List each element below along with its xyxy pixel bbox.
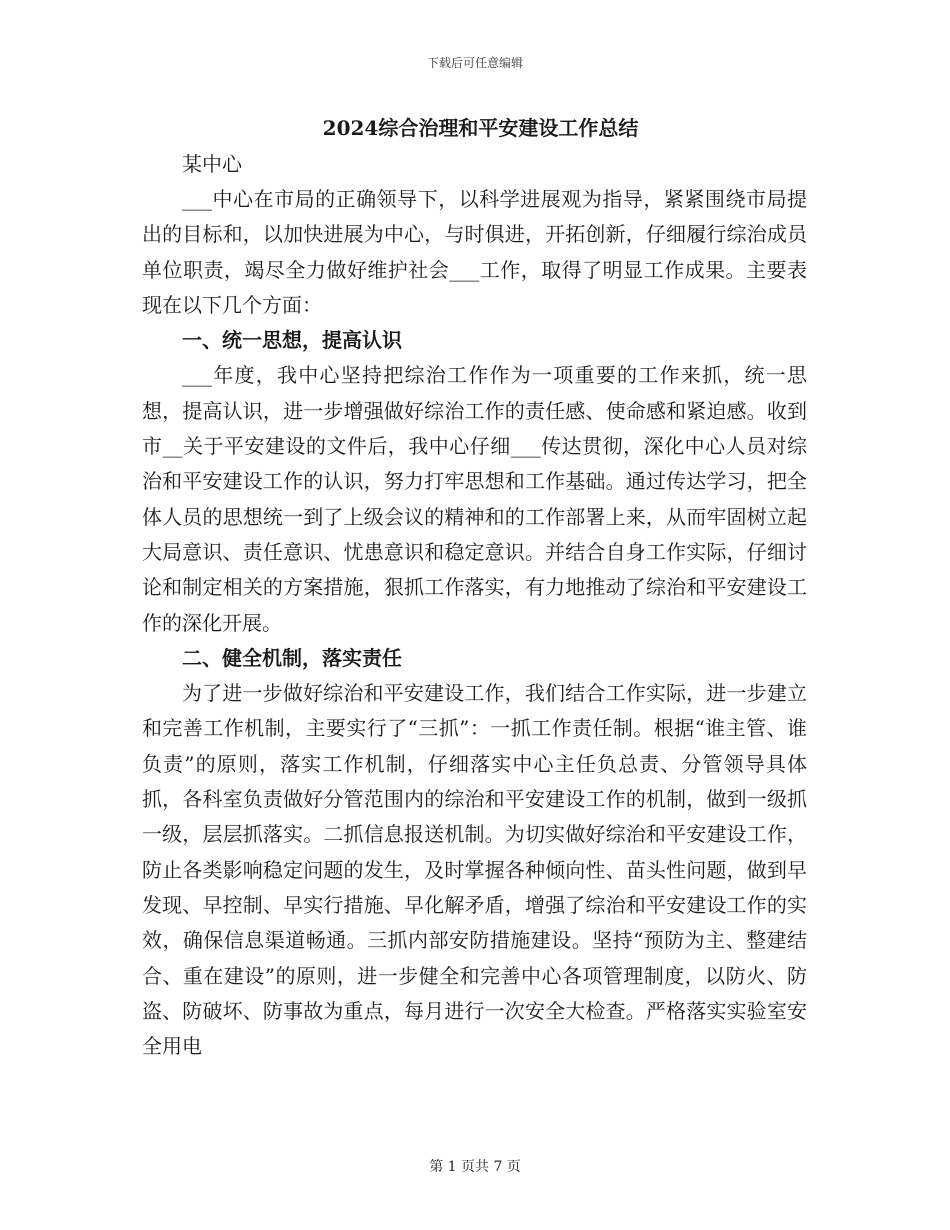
author-line: 某中心 (182, 152, 242, 176)
section-heading-2: 二、健全机制，落实责任 (182, 645, 402, 670)
section-2-paragraph: 为了进一步做好综治和平安建设工作，我们结合工作实际，进一步建立和完善工作机制，主要实行了“三抓”：一抓工作责任制。根据“谁主管、谁负责”的原则，落实工作机制，仔细落实中心主任负总责、分管领导具体抓，各科室负责做好分管范围内的综治和平安建设工作的机制，做到一级抓一级，层层抓落实。二抓信息报送机制。为切实做好综治和平安建设工作，防止各类影响稳定问题的发生，及时掌握各种倾向性、苗头性问题，做到早发现、早控制、早实行措施、早化解矛盾，增强了综治和平安建设工作的实效，确保信息渠道畅通。三抓内部安防措施建设。坚持“预防为主、整建结合、重在建设”的原则，进一步健全和完善中心各项管理制度，以防火、防盗、防破坏、防事故为重点，每月进行一次安全大检查。严格落实实验室安全用电 (142, 681, 807, 1059)
document-body (142, 110, 807, 1064)
page-footer: 第 1 页共 7 页 (429, 1159, 521, 1175)
header-note: 下载后可任意编辑 (426, 56, 523, 70)
section-heading-1: 一、统一思想，提高认识 (182, 328, 402, 353)
section-1-paragraph: ___年度，我中心坚持把综治工作作为一项重要的工作来抓，统一思想，提高认识，进一步增强做好综治工作的责任感、使命感和紧迫感。收到市__关于平安建设的文件后，我中心仔细___传达贯彻，深化中心人员对综治和平安建设工作的认识，努力打牢思想和工作基础。通过传达学习，把全体人员的思想统一到了上级会议的精神和的工作部署上来，从而牢固树立起大局意识、责任意识、忧患意识和稳定意识。并结合自身工作实际，仔细讨论和制定相关的方案措施，狠抓工作落实，有力地推动了综治和平安建设工作的深化开展。 (142, 363, 807, 635)
document-title: 2024综合治理和平安建设工作总结 (322, 116, 639, 140)
intro-paragraph: ___中心在市局的正确领导下，以科学进展观为指导，紧紧围绕市局提出的目标和，以加快进展为中心，与时俱进，开拓创新，仔细履行综治成员单位职责，竭尽全力做好维护社会___工作，取得了明显工作成果。主要表现在以下几个方面： (142, 187, 807, 317)
